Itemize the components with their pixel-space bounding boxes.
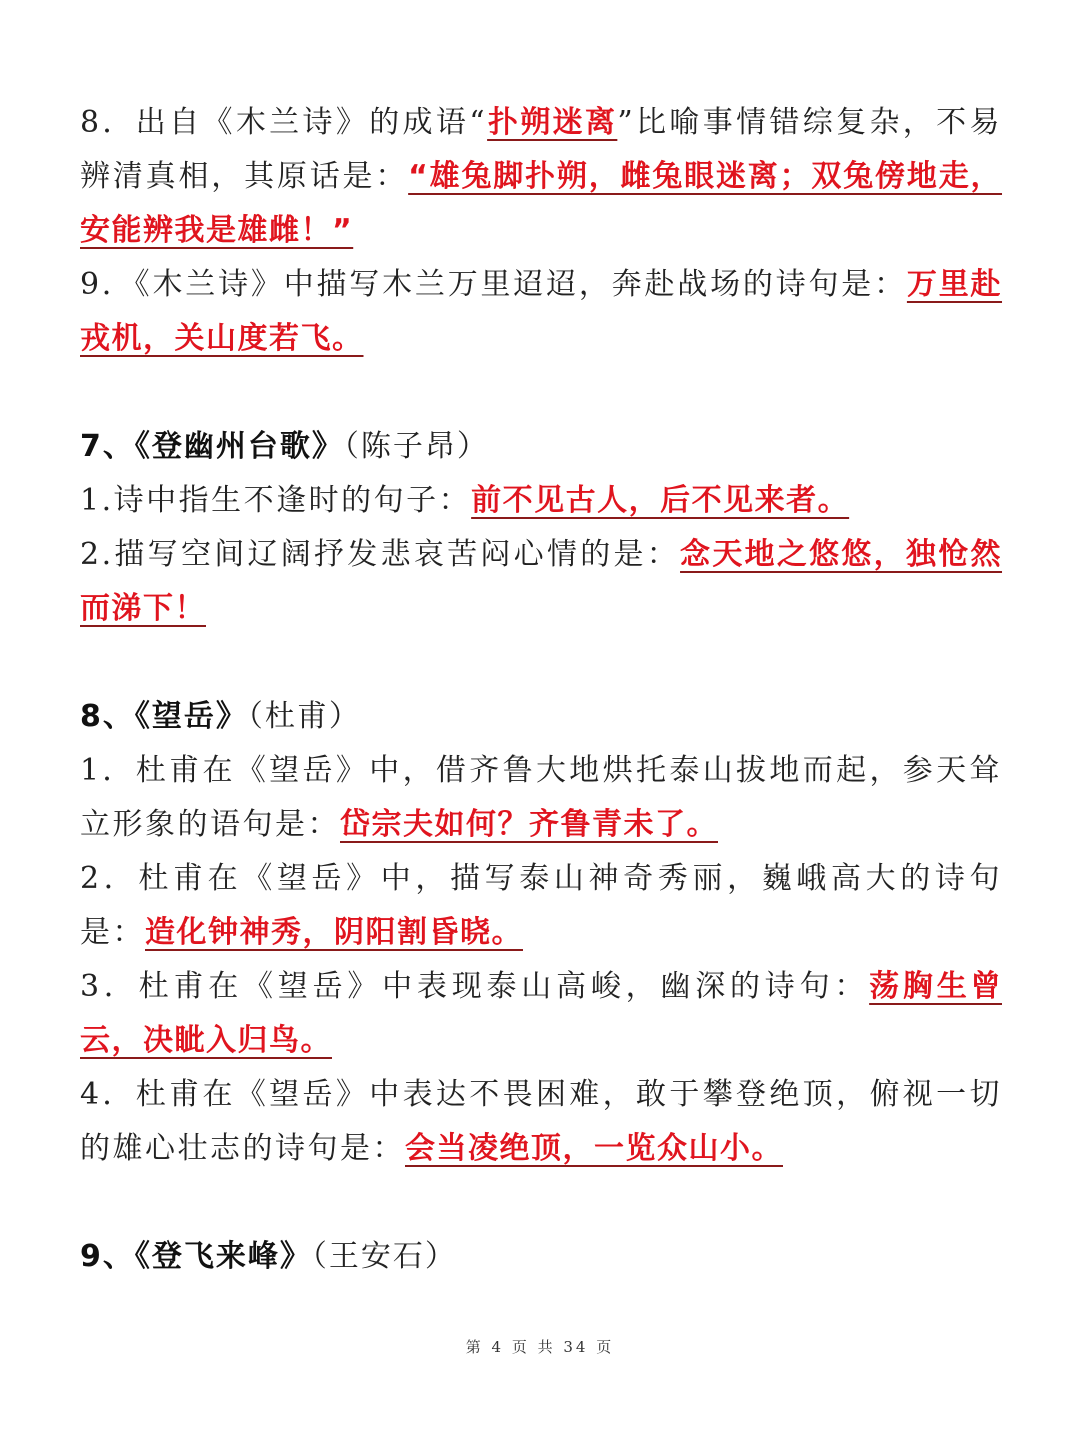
question-item <box>80 1068 1002 1176</box>
question-item <box>80 528 1002 636</box>
answer-text: 前不见古人，后不见来者。 <box>471 483 850 518</box>
page-content <box>80 96 1002 1284</box>
answer-text: 万里赴戎机，关山度若飞。 <box>80 267 1003 356</box>
question-text: 1．杜甫在《望岳》中，借齐鲁大地烘托泰山拔地而起，参天耸立形象的语句是： <box>80 753 1002 842</box>
question-text: 1.诗中指生不逢时的句子： <box>80 483 472 518</box>
section-title: 《望岳》 <box>134 699 248 734</box>
question-text: 4．杜甫在《望岳》中表达不畏困难，敢于攀登绝顶，俯视一切的雄心壮志的诗句是： <box>80 1077 1002 1166</box>
section-number: 7、 <box>80 429 135 464</box>
question-text: ”比喻事情错综复杂，不易辨清真相，其原话是： <box>80 105 1002 194</box>
answer-text: 岱宗夫如何？齐鲁青未了。 <box>340 807 718 842</box>
section-number: 9、 <box>80 1239 135 1274</box>
spacer <box>80 636 1002 690</box>
question-item <box>80 474 1002 528</box>
question-mulan-8 <box>80 96 1002 258</box>
section-number: 8、 <box>80 699 135 734</box>
question-item <box>80 852 1002 960</box>
section-heading-7 <box>80 420 1002 474</box>
question-item <box>80 960 1002 1068</box>
answer-text: 会当凌绝顶，一览众山小。 <box>405 1131 783 1166</box>
section-author: （杜甫） <box>247 699 361 734</box>
section-author: （王安石） <box>311 1239 457 1274</box>
answer-text: 荡胸生曾云，决眦入归鸟。 <box>80 969 1002 1058</box>
question-item <box>80 744 1002 852</box>
section-heading-9 <box>80 1230 1002 1284</box>
section-title: 《登飞来峰》 <box>134 1239 312 1274</box>
question-text: 8．出自《木兰诗》的成语“ <box>80 105 488 140</box>
spacer <box>80 1176 1002 1230</box>
answer-text: “雄兔脚扑朔，雌兔眼迷离；双兔傍地走，安能辨我是雄雌！” <box>80 159 1003 248</box>
question-text: 2.描写空间辽阔抒发悲哀苦闷心情的是： <box>80 537 681 572</box>
spacer <box>80 366 1002 420</box>
question-text: 3．杜甫在《望岳》中表现泰山高峻，幽深的诗句： <box>80 969 870 1004</box>
section-author: （陈子昂） <box>343 429 489 464</box>
question-mulan-9 <box>80 258 1002 366</box>
answer-idiom: 扑朔迷离 <box>487 105 618 140</box>
section-heading-8 <box>80 690 1002 744</box>
question-text: 9．《木兰诗》中描写木兰万里迢迢，奔赴战场的诗句是： <box>80 267 907 302</box>
question-text: 2．杜甫在《望岳》中，描写泰山神奇秀丽，巍峨高大的诗句是： <box>80 861 1002 950</box>
answer-text: 造化钟神秀，阴阳割昏晓。 <box>145 915 523 950</box>
page-number-footer: 第 4 页 共 34 页 <box>465 1338 615 1356</box>
answer-text: 念天地之悠悠，独怆然而涕下！ <box>80 537 1003 626</box>
section-title: 《登幽州台歌》 <box>134 429 344 464</box>
